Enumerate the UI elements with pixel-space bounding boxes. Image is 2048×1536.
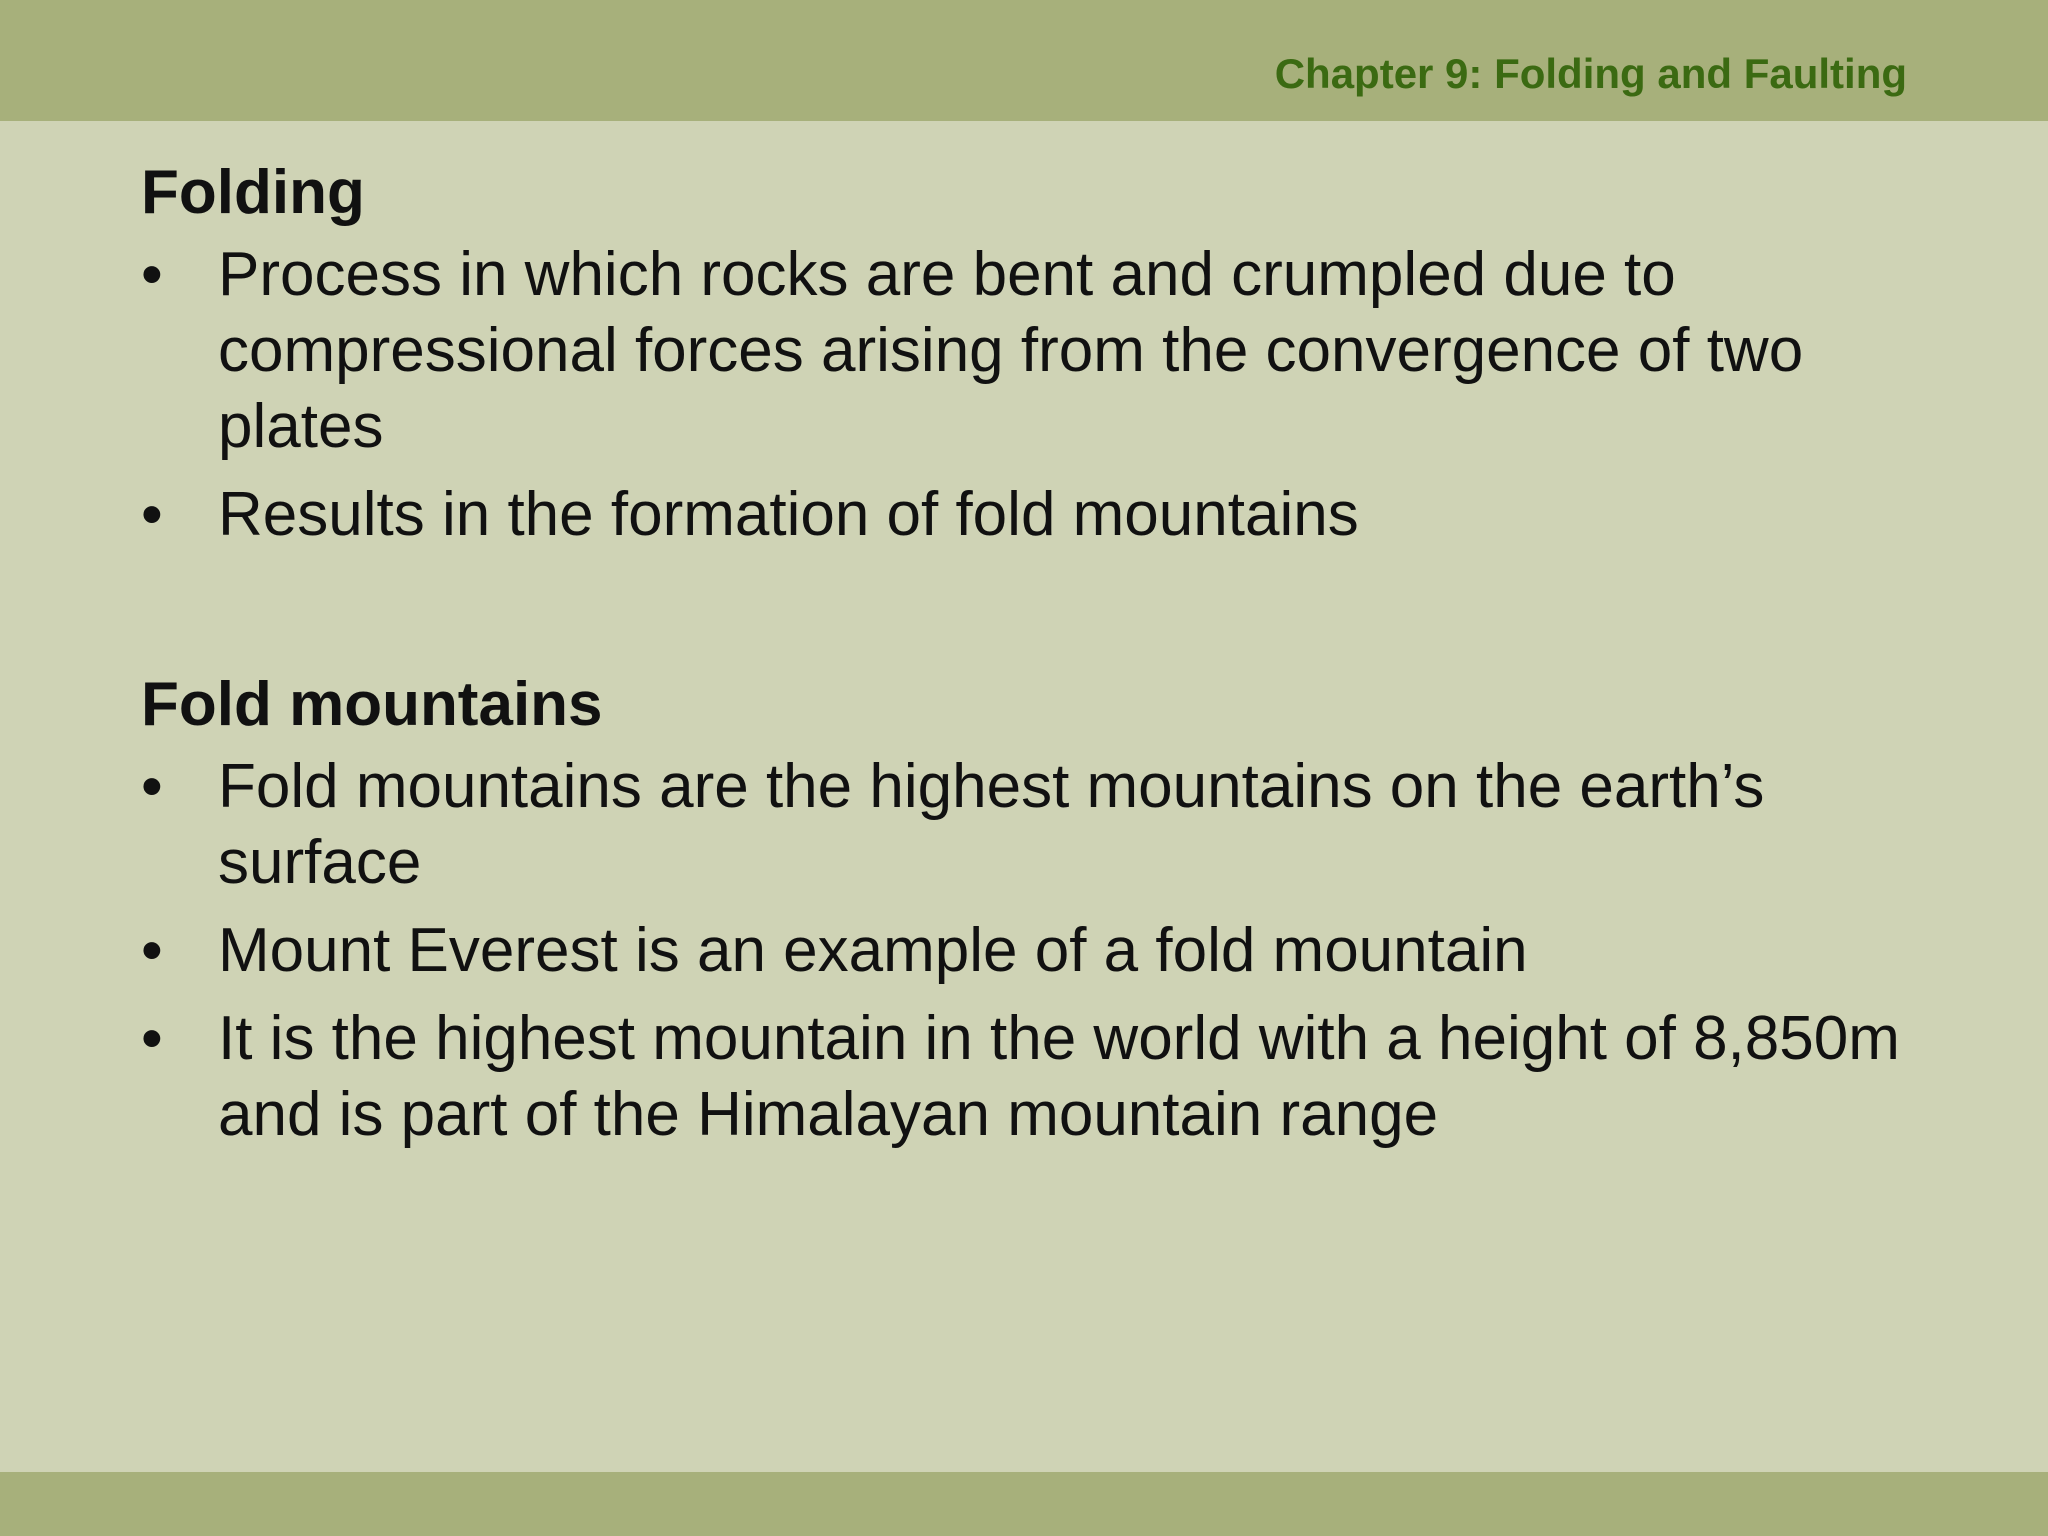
bullet-text: Results in the formation of fold mountains [218, 480, 1359, 549]
bullet-text: Process in which rocks are bent and crumpled due to compressional forces arising from the convergence of two plates [218, 240, 1804, 461]
bullet-icon: • [141, 240, 163, 309]
bullet-text: Mount Everest is an example of a fold mountain [218, 916, 1528, 985]
bullet-text: It is the highest mountain in the world with a height of 8,850m and is part of the Himalayan mountain range [218, 1004, 1900, 1149]
bullet-list-fold-mountains [141, 749, 1921, 1153]
slide-content [141, 155, 1921, 1165]
section-spacer [141, 565, 1921, 667]
section-heading-folding: Folding [141, 158, 365, 227]
bullet-icon: • [141, 916, 163, 985]
list-item [141, 477, 1921, 553]
bullet-list-folding [141, 237, 1921, 553]
bullet-icon: • [141, 480, 163, 549]
list-item [141, 913, 1921, 989]
bullet-icon: • [141, 752, 163, 821]
header-bar [0, 0, 2048, 121]
list-item [141, 749, 1921, 901]
footer-bar [0, 1472, 2048, 1536]
list-item [141, 237, 1921, 465]
section-heading-fold-mountains: Fold mountains [141, 670, 603, 739]
bullet-icon: • [141, 1004, 163, 1073]
chapter-title: Chapter 9: Folding and Faulting [1274, 50, 1907, 97]
bullet-text: Fold mountains are the highest mountains on the earth’s surface [218, 752, 1765, 897]
list-item [141, 1001, 1921, 1153]
